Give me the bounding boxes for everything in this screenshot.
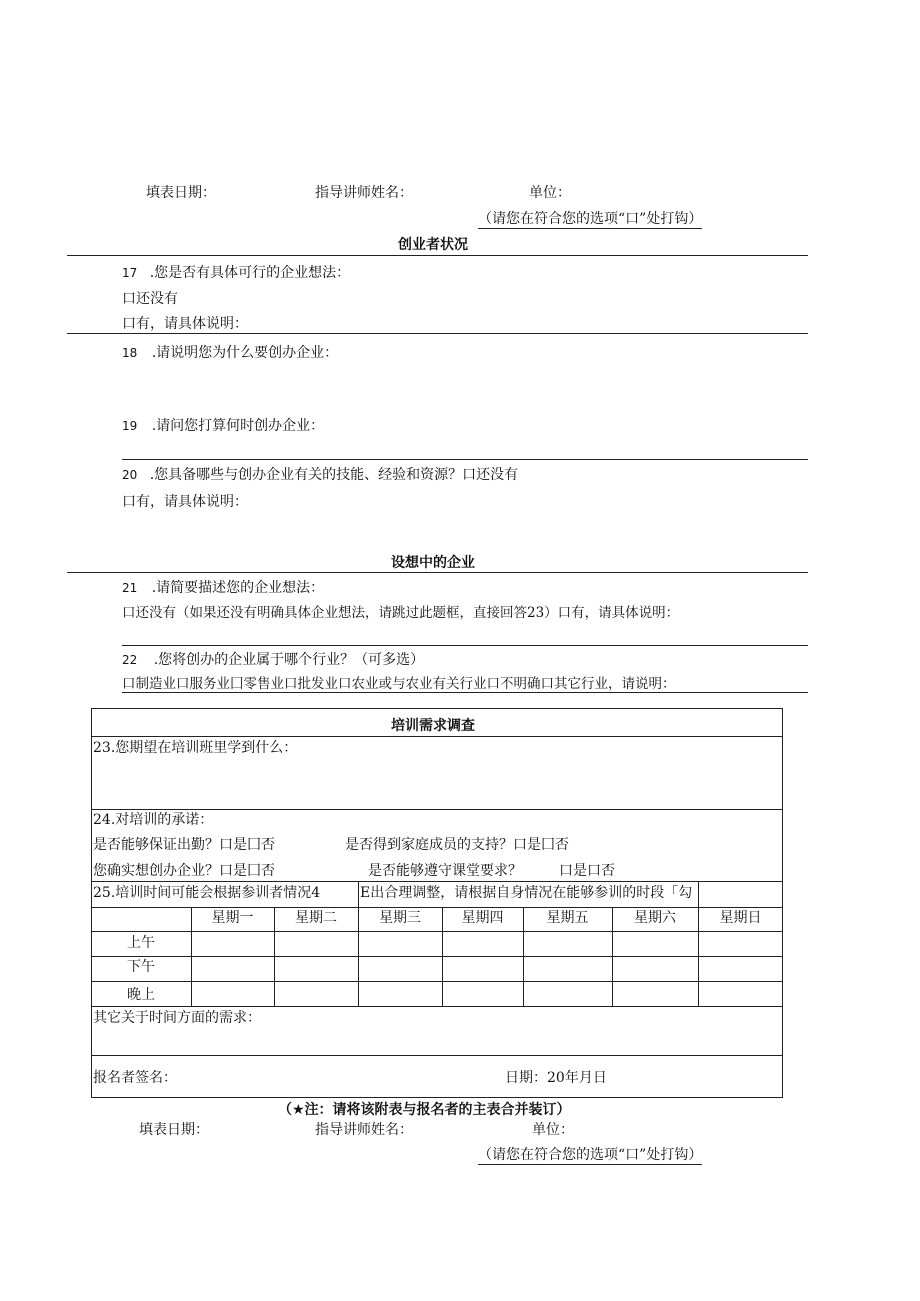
table-rule <box>91 736 783 737</box>
section-title-entrepreneur-status: 创业者状况 <box>398 237 468 253</box>
day-friday: 星期五 <box>546 910 589 926</box>
question-text: .请说明您为什么要创办企业： <box>151 345 339 361</box>
other-time-needs-label: 其它关于时间方面的需求： <box>93 1010 261 1026</box>
day-saturday: 星期六 <box>634 910 676 926</box>
q17-option-no[interactable]: 口还没有 <box>122 291 178 307</box>
question-number: 17 <box>122 266 138 280</box>
question-text: .请简要描述您的企业想法： <box>151 580 325 596</box>
section-title-planned-business: 设想中的企业 <box>391 555 475 571</box>
question-number: 20 <box>122 468 138 482</box>
check-instruction-note: （请您在符合您的选项“口”处打钩） <box>478 211 703 227</box>
question-24: 24.对培训的承诺： <box>93 812 214 828</box>
divider <box>122 692 808 693</box>
question-number: 19 <box>122 419 138 433</box>
question-25-part2: E出合理调整，请根据自身情况在能够参训的时段「勾 <box>360 885 693 901</box>
q24-classroom-rules-options[interactable]: 口是口否 <box>559 863 615 879</box>
day-wednesday: 星期三 <box>379 910 421 926</box>
question-text: .请问您打算何时创办企业： <box>151 418 325 434</box>
divider <box>122 459 808 460</box>
question-23: 23.您期望在培训班里学到什么： <box>93 740 298 756</box>
q24-attendance[interactable]: 是否能够保证出勤？口是囗否 <box>93 837 275 853</box>
question-18 <box>122 344 338 362</box>
day-monday: 星期一 <box>211 910 254 926</box>
table-rule <box>91 981 783 982</box>
question-text: .您将创办的企业属于哪个行业？（可多选） <box>153 652 425 668</box>
question-number: 21 <box>122 581 138 595</box>
instructor-name-label: 指导讲师姓名： <box>315 185 413 201</box>
table-rule <box>91 881 783 882</box>
table-rule <box>91 956 783 957</box>
question-number: 18 <box>122 346 138 360</box>
q17-option-yes[interactable]: 口有，请具体说明： <box>122 316 248 332</box>
q24-classroom-rules: 是否能够遵守课堂要求？ <box>368 863 522 879</box>
applicant-signature-label: 报名者签名： <box>93 1070 177 1086</box>
question-text: .您具备哪些与创办企业有关的技能、经验和资源？口还没有 <box>149 467 519 483</box>
q20-option-yes[interactable]: 口有，请具体说明： <box>122 494 248 510</box>
check-instruction-note-bottom: （请您在符合您的选项“口”处打钩） <box>478 1147 703 1163</box>
fill-date-label: 填表日期： <box>146 185 216 201</box>
divider <box>67 572 808 573</box>
divider <box>67 255 808 256</box>
table-rule <box>358 881 359 907</box>
period-afternoon: 下午 <box>127 959 155 975</box>
instructor-name-label-bottom: 指导讲师姓名： <box>315 1122 413 1138</box>
training-section-title: 培训需求调查 <box>391 718 475 734</box>
day-sunday: 星期日 <box>719 910 762 926</box>
question-17 <box>122 264 350 282</box>
question-21 <box>122 579 324 597</box>
table-rule <box>698 881 699 907</box>
table-rule <box>91 809 783 810</box>
question-number: 22 <box>122 653 138 667</box>
fill-date-label-bottom: 填表日期： <box>139 1122 209 1138</box>
q24-family-support[interactable]: 是否得到家庭成员的支持？口是囗否 <box>345 837 569 853</box>
period-morning: 上午 <box>127 935 155 951</box>
question-25-part1: 25.培训时间可能会根据参训者情况4 <box>93 885 321 901</box>
footer-binding-note: （★注：请将该附表与报名者的主表合并装订） <box>278 1102 571 1118</box>
signature-date-label: 日期：20年月日 <box>505 1070 607 1086</box>
day-thursday: 星期四 <box>461 910 504 926</box>
table-rule <box>91 1055 783 1056</box>
unit-label-bottom: 单位： <box>532 1122 574 1138</box>
divider <box>67 333 808 334</box>
day-tuesday: 星期二 <box>295 910 337 926</box>
question-19 <box>122 417 324 435</box>
table-rule <box>91 931 783 932</box>
q21-options[interactable]: 口还没有（如果还没有明确具体企业想法，请跳过此题框，直接回答23）口有，请具体说明： <box>122 605 680 621</box>
question-22 <box>122 651 424 669</box>
table-rule <box>91 1006 783 1007</box>
unit-label: 单位： <box>529 185 571 201</box>
training-needs-table <box>91 708 783 1098</box>
q22-options[interactable]: 口制造业口服务业囗零售业口批发业口农业或与农业有关行业口不明确口其它行业，请说明： <box>122 676 676 692</box>
q24-sincere-intent[interactable]: 您确实想创办企业？口是囗否 <box>93 863 275 879</box>
divider <box>122 645 808 646</box>
question-text: .您是否有具体可行的企业想法： <box>149 265 351 281</box>
period-evening: 晚上 <box>127 987 155 1003</box>
question-20 <box>122 466 518 484</box>
